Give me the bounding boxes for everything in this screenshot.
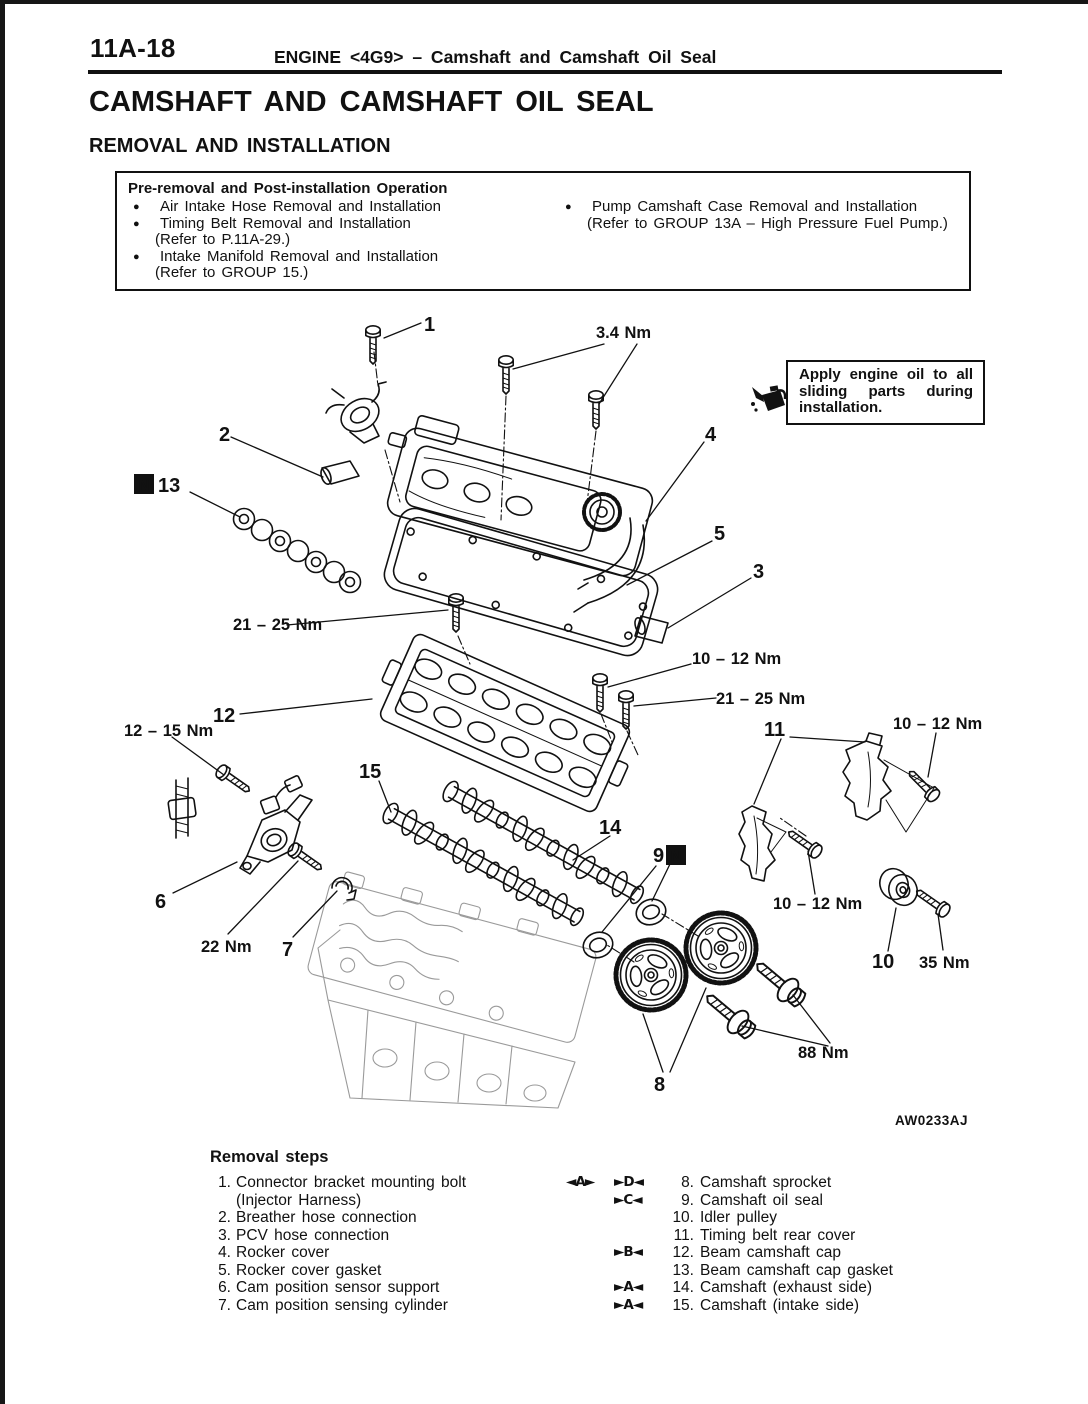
torque-label: 12 – 15 Nm — [124, 722, 214, 740]
prebox-item-text: Timing Belt Removal and Installation — [160, 214, 411, 232]
removal-steps-section — [210, 1148, 970, 1314]
step-text: Camshaft sprocket — [700, 1174, 832, 1191]
bullet-icon: ● — [565, 201, 572, 213]
step-text: Cam position sensor support — [236, 1279, 440, 1297]
prebox-item-text: Air Intake Hose Removal and Installation — [160, 198, 441, 215]
step-number: 9. — [681, 1191, 694, 1209]
removal-steps-heading: Removal steps — [210, 1148, 329, 1166]
oil-can-icon — [748, 377, 788, 421]
step-text: Rocker cover — [236, 1244, 330, 1262]
oil-note — [748, 360, 990, 425]
prebox-item-refer: (Refer to GROUP 13A – High Pressure Fuel Pump.) — [587, 214, 948, 232]
step-marker — [612, 1262, 664, 1280]
step-marker — [566, 1192, 612, 1210]
step-number: 3. — [218, 1226, 231, 1244]
torque-label: 35 Nm — [919, 954, 970, 972]
page-title: CAMSHAFT AND CAMSHAFT OIL SEAL — [89, 86, 654, 118]
cam-position-sensor-support-drawing — [168, 775, 312, 874]
callout-11: 11 — [764, 719, 786, 741]
step-text: Connector bracket mounting bolt — [236, 1174, 467, 1191]
step-marker — [566, 1244, 612, 1262]
rocker-cover-drawing — [370, 409, 658, 612]
step-marker — [566, 1209, 612, 1227]
callout-6: 6 — [155, 891, 167, 913]
callout-1: 1 — [424, 314, 436, 336]
step-marker: ►C◄ — [614, 1191, 642, 1208]
cam-position-sensing-cylinder-drawing — [332, 878, 356, 900]
step-text: Beam camshaft cap — [700, 1244, 841, 1262]
torque-label: 10 – 12 Nm — [692, 650, 782, 668]
section-title: REMOVAL AND INSTALLATION — [89, 135, 391, 157]
prebox-item-refer: (Refer to GROUP 15.) — [155, 264, 309, 281]
step-number: 2. — [218, 1209, 231, 1227]
step-number: 8. — [681, 1174, 694, 1191]
step-text: Beam camshaft cap gasket — [700, 1261, 893, 1279]
page-number: 11A-18 — [90, 33, 176, 63]
step-number: 11. — [673, 1226, 694, 1244]
callout-2: 2 — [219, 424, 231, 446]
torque-label: 22 Nm — [201, 938, 252, 956]
idler-pulley-drawing — [876, 865, 922, 910]
callout-5: 5 — [714, 523, 726, 545]
step-marker: ►D◄ — [614, 1174, 643, 1190]
step-text: PCV hose connection — [236, 1226, 390, 1244]
callout-7: 7 — [282, 939, 294, 961]
step-marker — [612, 1209, 664, 1227]
n-symbol: N — [138, 478, 150, 494]
figure-code: AW0233AJ — [895, 1113, 969, 1128]
callout-15: 15 — [359, 761, 382, 783]
figure-line-art — [168, 323, 952, 1108]
step-marker — [566, 1262, 612, 1280]
step-number: 6. — [218, 1279, 231, 1297]
torque-label: 3.4 Nm — [596, 324, 652, 342]
prebox-item-text: Intake Manifold Removal and Installation — [160, 247, 439, 265]
prebox-item-text: Pump Camshaft Case Removal and Installation — [592, 198, 918, 215]
bullet-icon: ● — [133, 217, 140, 230]
bolt-drawing — [214, 326, 952, 1044]
step-marker: ►A◄ — [614, 1279, 643, 1296]
n-symbol: N — [670, 849, 682, 865]
cam-sensor-connector-drawing — [326, 382, 386, 443]
bullet-icon: ● — [133, 250, 140, 263]
step-text: Timing belt rear cover — [700, 1226, 856, 1244]
camshaft-sprocket-drawing — [616, 940, 686, 1010]
step-text: (Injector Harness) — [236, 1191, 362, 1209]
step-number: 7. — [218, 1296, 231, 1314]
step-text: Camshaft oil seal — [700, 1191, 823, 1209]
camshaft-intake-drawing — [378, 798, 588, 933]
camshaft-oil-seal-drawing — [580, 928, 617, 962]
step-text: Cam position sensing cylinder — [236, 1296, 448, 1314]
callout-3: 3 — [753, 561, 765, 583]
step-number: 14. — [672, 1279, 694, 1297]
step-marker — [612, 1227, 664, 1245]
timing-belt-rear-cover-drawing — [739, 733, 934, 881]
torque-label: 10 – 12 Nm — [773, 895, 863, 913]
callout-9: 9 — [653, 845, 665, 867]
running-header: ENGINE <4G9> – Camshaft and Camshaft Oil Seal — [274, 47, 717, 67]
beam-camshaft-cap-drawing — [367, 627, 643, 819]
torque-label: 21 – 25 Nm — [233, 616, 323, 634]
callout-12: 12 — [213, 705, 236, 727]
removal-steps-list — [210, 1174, 970, 1314]
step-marker: ◄A► — [566, 1174, 595, 1190]
step-text: Idler pulley — [700, 1209, 777, 1227]
prebox-title: Pre-removal and Post-installation Operation — [128, 180, 448, 197]
callout-14: 14 — [599, 817, 622, 839]
step-marker: ►A◄ — [614, 1296, 643, 1313]
step-marker — [566, 1297, 612, 1315]
callout-8: 8 — [654, 1074, 666, 1096]
oil-note-text: Apply engine oil to all sliding parts during installation. — [786, 360, 985, 425]
callout-13: 13 — [158, 475, 181, 497]
step-number — [210, 1192, 236, 1210]
camshaft-sprocket-drawing — [686, 913, 756, 983]
step-marker: ►B◄ — [614, 1244, 643, 1261]
breather-hose-drawing — [319, 461, 359, 485]
step-number: 1. — [218, 1174, 231, 1191]
torque-label: 10 – 12 Nm — [893, 715, 983, 733]
step-marker — [566, 1227, 612, 1245]
step-number: 15. — [672, 1296, 694, 1314]
callout-4: 4 — [705, 424, 717, 446]
step-text: Camshaft (intake side) — [700, 1296, 860, 1314]
bullet-icon: ● — [133, 201, 140, 213]
prebox-item-refer: (Refer to P.11A-29.) — [155, 231, 291, 248]
callout-10: 10 — [872, 951, 895, 973]
step-number: 10. — [672, 1209, 694, 1227]
rocker-cover-gasket-drawing — [381, 505, 662, 660]
torque-label: 88 Nm — [798, 1044, 849, 1062]
step-text: Rocker cover gasket — [236, 1261, 382, 1279]
step-number: 12. — [672, 1244, 694, 1262]
beam-cap-gasket-drawing — [234, 509, 361, 593]
step-number: 5. — [218, 1261, 231, 1279]
step-number: 4. — [218, 1244, 231, 1262]
torque-label: 21 – 25 Nm — [716, 690, 806, 708]
step-number: 13. — [672, 1261, 694, 1279]
step-text: Camshaft (exhaust side) — [700, 1279, 872, 1297]
step-marker — [566, 1279, 612, 1297]
cylinder-head-drawing — [306, 868, 601, 1108]
step-text: Breather hose connection — [236, 1209, 417, 1227]
